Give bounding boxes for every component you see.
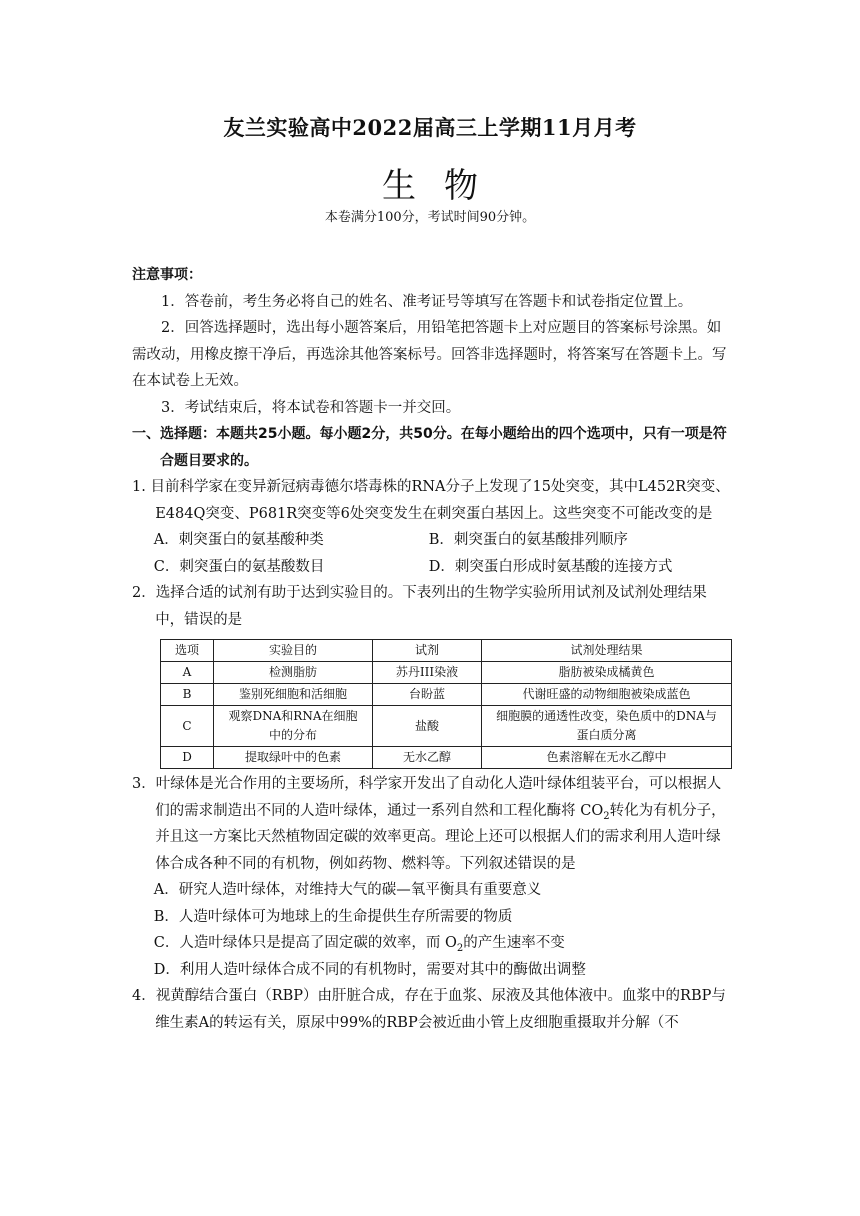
question-2-stem: 2．选择合适的试剂有助于达到实验目的。下表列出的生物学实验所用试剂及试剂处理结果中，错误的是 [132, 585, 707, 628]
table-cell: B [161, 684, 214, 706]
q3-o2-subscript: 2 [456, 942, 464, 954]
table-cell: 检测脂肪 [214, 662, 373, 684]
q3-option-a: A．研究人造叶绿体，对维持大气的碳—氧平衡具有重要意义 [153, 882, 542, 898]
q3-option-b: B．人造叶绿体可为地球上的生命提供生存所需要的物质 [153, 908, 513, 925]
exam-note: 本卷满分100分，考试时间90分钟。 [324, 210, 536, 225]
table-header: 实验目的 [214, 640, 373, 662]
table-cell: 色素溶解在无水乙醇中 [482, 747, 732, 769]
q1-option-b: B．刺突蛋白的氨基酸排列顺序 [428, 532, 628, 548]
question-1-stem: 1. 目前科学家在变异新冠病毒德尔塔毒株的RNA分子上发现了15处突变，其中L452R突变、E484Q突变、P681R突变等6处突变发生在刺突蛋白基因上。这些突变不可能改变的是 [132, 479, 730, 522]
notice-heading: 注意事项： [132, 267, 202, 283]
table-cell: 代谢旺盛的动物细胞被染成蓝色 [482, 684, 732, 706]
q3-option-c-part-1: C．人造叶绿体只是提高了固定碳的效率，而 O [153, 935, 457, 951]
q1-option-d: D．刺突蛋白形成时氨基酸的连接方式 [428, 558, 673, 575]
experiment-table [160, 639, 732, 769]
table-cell: D [161, 747, 214, 769]
exam-body [132, 262, 732, 1036]
table-header: 试剂处理结果 [482, 640, 732, 662]
question-1-options-row-1 [132, 527, 732, 554]
question-4-stem: 4．视黄醇结合蛋白（RBP）由肝脏合成，存在于血浆、尿液及其他体液中。血浆中的RBP与维生素A的转运有关，原尿中99%的RBP会被近曲小管上皮细胞重摄取并分解（不 [132, 988, 726, 1031]
q3-stem-part-2: 转化为有机分子，并且这一方案比天然植物固定碳的效率更高。理论上还可以根据人们的需求利用人造叶绿体合成各种不同的有机物，例如药物、燃料等。下列叙述错误的是 [155, 802, 726, 872]
table-cell: 盐酸 [373, 706, 482, 747]
table-cell: C [161, 706, 214, 747]
notice-item-2: 2．回答选择题时，选出每小题答案后，用铅笔把答题卡上对应题目的答案标号涂黑。如需改动，用橡皮擦干净后，再选涂其他答案标号。回答非选择题时，将答案写在答题卡上。写在本试卷上无效。 [132, 320, 727, 389]
table-cell: 无水乙醇 [373, 747, 482, 769]
table-cell: 提取绿叶中的色素 [214, 747, 373, 769]
table-cell: 台盼蓝 [373, 684, 482, 706]
notice-item-1: 1．答卷前，考生务必将自己的姓名、准考证号等填写在答题卡和试卷指定位置上。 [161, 293, 693, 310]
notice-item-3: 3．考试结束后，将本试卷和答题卡一并交回。 [161, 399, 461, 416]
table-cell: 脂肪被染成橘黄色 [482, 662, 732, 684]
table-header-row [161, 640, 732, 662]
exam-title: 友兰实验高中2022届高三上学期11月月考 [223, 115, 637, 140]
q3-option-c-part-2: 的产生速率不变 [463, 935, 565, 951]
q3-co2-subscript: 2 [603, 810, 610, 822]
q3-stem-part-1: 3．叶绿体是光合作用的主要场所，科学家开发出了自动化人造叶绿体组装平台，可以根据人们的需求制造出不同的人造叶绿体，通过一系列自然和工程化酶将 CO [132, 776, 722, 819]
section-heading: 一、选择题：本题共25小题。每小题2分，共50分。在每小题给出的四个选项中，只有一项是符合题目要求的。 [132, 426, 727, 469]
question-3-stem [132, 771, 732, 877]
q3-option-d: D．利用人造叶绿体合成不同的有机物时，需要对其中的酶做出调整 [153, 961, 586, 978]
table-header: 选项 [161, 640, 214, 662]
table-row [161, 747, 732, 769]
table-cell: 观察DNA和RNA在细胞中的分布 [214, 706, 373, 747]
table-header: 试剂 [373, 640, 482, 662]
table-cell: 苏丹III染液 [373, 662, 482, 684]
table-cell: 鉴别死细胞和活细胞 [214, 684, 373, 706]
table-row [161, 684, 732, 706]
subject-title: 生物 [382, 166, 506, 206]
table-row [161, 662, 732, 684]
question-1-options-row-2 [132, 554, 732, 581]
q1-option-c: C．刺突蛋白的氨基酸数目 [153, 558, 325, 575]
table-cell: 细胞膜的通透性改变，染色质中的DNA与蛋白质分离 [482, 706, 732, 747]
q1-option-a: A．刺突蛋白的氨基酸种类 [153, 532, 324, 548]
table-cell: A [161, 662, 214, 684]
q3-option-c [132, 930, 732, 957]
table-row [161, 706, 732, 747]
